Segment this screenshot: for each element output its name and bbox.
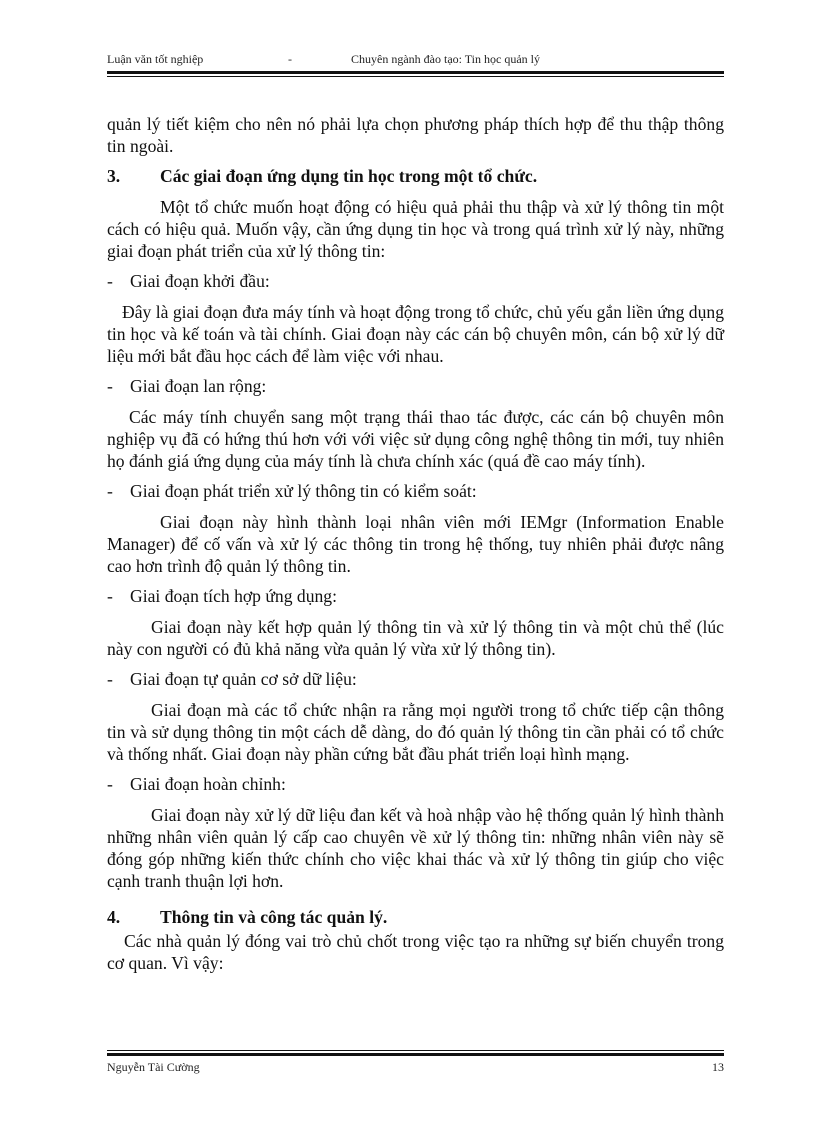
section-3-paragraph: Một tổ chức muốn hoạt động có hiệu quả phải thu thập và xử lý thông tin một cách có hiệu quả. Muốn vậy, cần ứng dụng tin học và trong quá trình xử lý này, những giai đoạn phát triển của xử lý thông tin: xyxy=(107,197,724,261)
stage-4-title: - Giai đoạn tích hợp ứng dụng: xyxy=(107,586,337,606)
stage-1-title: - Giai đoạn khởi đầu: xyxy=(107,271,270,291)
stage-1-text: Đây là giai đoạn đưa máy tính và hoạt động trong tổ chức, chủ yếu gắn liền ứng dụng tin học và kế toán và tài chính. Giai đoạn này các cán bộ chuyên môn, cán bộ xử lý dữ liệu mới bắt đầu học cách để làm việc với nhau. xyxy=(107,302,724,366)
stage-3-text: Giai đoạn này hình thành loại nhân viên mới IEMgr (Information Enable Manager) để cố vấn và xử lý các thông tin trong hệ thống, tuy nhiên phải được nâng cao hơn trình độ quản lý thông tin. xyxy=(107,512,724,576)
page-footer xyxy=(107,1060,724,1075)
section-3-heading xyxy=(107,165,724,187)
header-separator: - xyxy=(288,52,292,66)
section-3-number: 3. xyxy=(107,166,121,186)
intro-paragraph: quản lý tiết kiệm cho nên nó phải lựa chọn phương pháp thích hợp để thu thập thông tin ngoài. xyxy=(107,114,724,156)
stage-5-title: - Giai đoạn tự quản cơ sở dữ liệu: xyxy=(107,669,357,689)
header-major-label: Chuyên ngành đào tạo: Tin học quản lý xyxy=(351,52,540,66)
stage-3-title: - Giai đoạn phát triển xử lý thông tin có kiểm soát: xyxy=(107,481,477,501)
header-rule-thick xyxy=(107,71,724,74)
header-thesis-label: Luận văn tốt nghiệp xyxy=(107,52,204,66)
section-4-heading xyxy=(107,906,724,928)
section-4-paragraph: Các nhà quản lý đóng vai trò chủ chốt trong việc tạo ra những sự biến chuyển trong cơ quan. Vì vậy: xyxy=(107,931,724,973)
stage-6-text: Giai đoạn này xử lý dữ liệu đan kết và hoà nhập vào hệ thống quản lý hình thành những nhân viên quản lý cấp cao chuyên về xử lý thông tin: những nhân viên này sẽ đóng góp những kiến thức chính cho việc khai thác và xử lý thông tin giúp cho việc cạnh tranh thuận lợi hơn. xyxy=(107,805,724,891)
stage-2-text: Các máy tính chuyển sang một trạng thái thao tác được, các cán bộ chuyên môn nghiệp vụ đã có hứng thú hơn với với việc sử dụng công nghệ thông tin mới, tuy nhiên họ đánh giá ứng dụng của máy tính là chưa chính xác (quá đề cao máy tính). xyxy=(107,407,724,471)
section-3-title: Các giai đoạn ứng dụng tin học trong một tổ chức. xyxy=(160,166,538,186)
section-4-title: Thông tin và công tác quản lý. xyxy=(160,907,388,927)
stage-2-title: - Giai đoạn lan rộng: xyxy=(107,376,267,396)
footer-rule-thin xyxy=(107,1050,724,1051)
stage-6-title: - Giai đoạn hoàn chỉnh: xyxy=(107,774,286,794)
footer-author: Nguyễn Tài Cường xyxy=(107,1060,200,1074)
stage-5-text: Giai đoạn mà các tổ chức nhận ra rằng mọi người trong tổ chức tiếp cận thông tin và sử dụng thông tin một cách dễ dàng, do đó quản lý thông tin cần phải có tổ chức và thống nhất. Giai đoạn này phần cứng bắt đầu phát triển loại hình mạng. xyxy=(107,700,724,764)
page-number: 13 xyxy=(712,1060,724,1074)
page-body xyxy=(107,113,724,982)
header-rule-thin xyxy=(107,76,724,77)
stage-4-text: Giai đoạn này kết hợp quản lý thông tin và xử lý thông tin và một chủ thể (lúc này con người có đủ khả năng vừa quản lý vừa xử lý thông tin). xyxy=(107,617,724,659)
footer-rule-thick xyxy=(107,1053,724,1056)
section-4-number: 4. xyxy=(107,907,121,927)
page-header xyxy=(107,52,724,68)
